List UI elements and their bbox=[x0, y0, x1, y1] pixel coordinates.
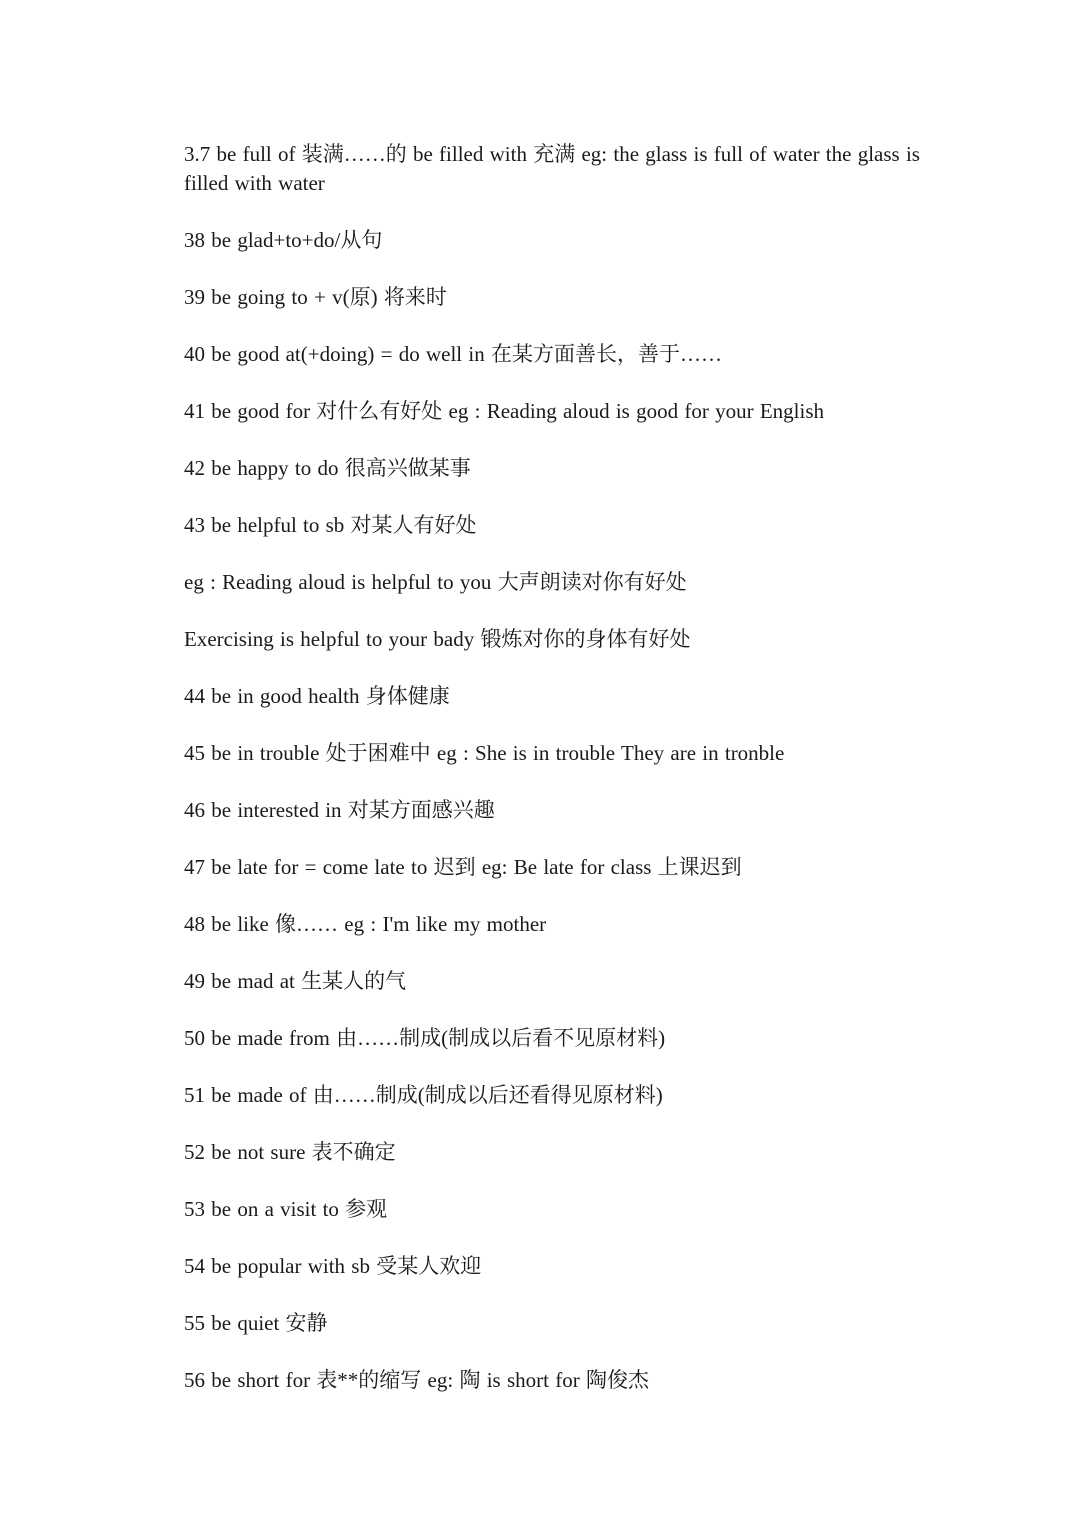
phrase-entry-52: 52 be not sure 表不确定 bbox=[184, 1140, 396, 1164]
phrase-entry-48: 48 be like 像…… eg : I'm like my mother bbox=[184, 912, 547, 936]
phrase-entry-38: 38 be glad+to+do/从句 bbox=[184, 228, 383, 252]
phrase-entry-46: 46 be interested in 对某方面感兴趣 bbox=[184, 798, 495, 822]
phrase-list bbox=[184, 140, 964, 1423]
phrase-entry-43: 43 be helpful to sb 对某人有好处 bbox=[184, 513, 477, 537]
phrase-entry-56: 56 be short for 表**的缩写 eg: 陶 is short for 陶俊杰 bbox=[184, 1368, 649, 1392]
phrase-entry-54: 54 be popular with sb 受某人欢迎 bbox=[184, 1254, 482, 1278]
phrase-entry-45: 45 be in trouble 处于困难中 eg : She is in trouble They are in tronble bbox=[184, 741, 785, 765]
phrase-entry-49: 49 be mad at 生某人的气 bbox=[184, 969, 407, 993]
phrase-entry-42: 42 be happy to do 很高兴做某事 bbox=[184, 456, 471, 480]
phrase-entry-51: 51 be made of 由……制成(制成以后还看得见原材料) bbox=[184, 1083, 663, 1107]
example-line-reading-aloud: eg : Reading aloud is helpful to you 大声朗读对你有好处 bbox=[184, 570, 687, 594]
phrase-entry-53: 53 be on a visit to 参观 bbox=[184, 1197, 388, 1221]
example-line-exercising: Exercising is helpful to your bady 锻炼对你的身体有好处 bbox=[184, 627, 691, 651]
phrase-entry-40: 40 be good at(+doing) = do well in 在某方面善长，善于…… bbox=[184, 342, 722, 366]
phrase-entry-44: 44 be in good health 身体健康 bbox=[184, 684, 450, 708]
phrase-entry-39: 39 be going to + v(原) 将来时 bbox=[184, 285, 447, 309]
phrase-entry-37: 3.7 be full of 装满……的 be filled with 充满 eg: the glass is full of water the glass is filled with water bbox=[184, 142, 920, 195]
phrase-entry-41: 41 be good for 对什么有好处 eg : Reading aloud is good for your English bbox=[184, 399, 825, 423]
phrase-entry-55: 55 be quiet 安静 bbox=[184, 1311, 328, 1335]
phrase-entry-47: 47 be late for = come late to 迟到 eg: Be late for class 上课迟到 bbox=[184, 855, 742, 879]
phrase-entry-50: 50 be made from 由……制成(制成以后看不见原材料) bbox=[184, 1026, 666, 1050]
